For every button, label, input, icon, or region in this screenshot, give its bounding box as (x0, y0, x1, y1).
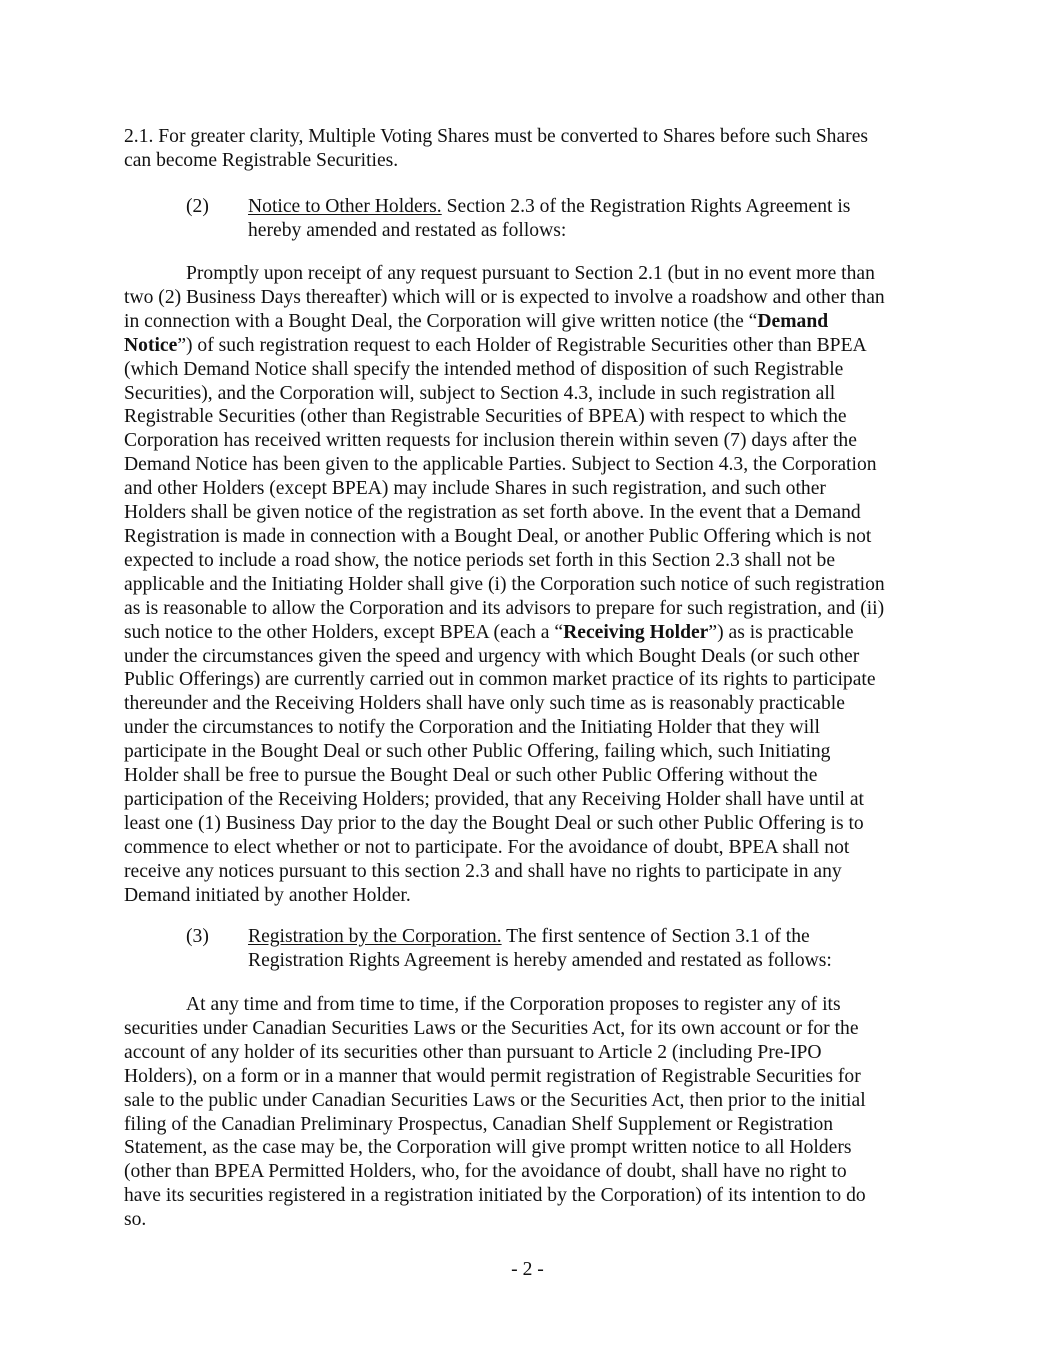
item-body (248, 925, 948, 973)
text-line (124, 334, 944, 358)
text-line: under the circumstances given the speed and urgency with which Bought Deals (or such other (124, 645, 860, 667)
text-line: Registration is made in connection with a Bought Deal, or another Public Offering which is not (124, 525, 872, 547)
text-run: such notice to the other Holders, except BPEA (each a “ (124, 621, 564, 643)
text-line: can become Registrable Securities. (124, 149, 399, 171)
text-line: Registrable Securities (other than Registrable Securities of BPEA) with respect to which the (124, 406, 847, 428)
text-line: as is reasonable to allow the Corporation and its advisors to prepare for such registration, and (ii) (124, 597, 885, 619)
intro-paragraph (124, 125, 944, 173)
item-number: (3) (186, 926, 209, 947)
text-line: Demand initiated by another Holder. (124, 884, 411, 906)
text-run: in connection with a Bought Deal, the Corporation will give written notice (the “ (124, 310, 758, 332)
item-heading: Notice to Other Holders. (248, 196, 442, 217)
text-line: applicable and the Initiating Holder shall give (i) the Corporation such notice of such registration (124, 573, 885, 595)
text-line: filing of the Canadian Preliminary Prospectus, Canadian Shelf Supplement or Registration (124, 1113, 834, 1135)
text-line: expected to include a road show, the notice periods set forth in this Section 2.3 shall not be (124, 549, 836, 571)
demand-notice-paragraph (124, 262, 944, 907)
text-line (248, 925, 948, 949)
text-line: Public Offerings) are currently carried out in common market practice of its rights to participate (124, 669, 876, 691)
text-line: Demand Notice has been given to the applicable Parties. Subject to Section 4.3, the Corporation (124, 454, 877, 476)
text-line: Holders shall be given notice of the registration as set forth above. In the event that a Demand (124, 502, 861, 524)
text-run: ”) of such registration request to each Holder of Registrable Securities other than BPEA (177, 334, 867, 356)
text-line: under the circumstances to notify the Corporation and the Initiating Holder that they will (124, 717, 820, 739)
corporation-registration-paragraph (124, 993, 944, 1232)
text-line: thereunder and the Receiving Holders shall have only such time as is reasonably practicable (124, 693, 845, 715)
text-line: (other than BPEA Permitted Holders, who, for the avoidance of doubt, shall have no right to (124, 1161, 847, 1183)
text-line: Corporation has received written requests for inclusion therein within seven (7) days after the (124, 430, 857, 452)
text-line (124, 310, 944, 334)
text-line: participation of the Receiving Holders; provided, that any Receiving Holder shall have until at (124, 788, 864, 810)
text-run: ”) as is practicable (708, 621, 854, 643)
text-line: hereby amended and restated as follows: (248, 219, 567, 241)
text-run: Section 2.3 of the Registration Rights Agreement is (441, 196, 851, 217)
text-line: (which Demand Notice shall specify the intended method of disposition of such Registrable (124, 358, 844, 380)
text-line: Holders), on a form or in a manner that would permit registration of Registrable Securities for (124, 1065, 861, 1087)
text-line: so. (124, 1209, 147, 1231)
defined-term: Notice (124, 334, 178, 356)
text-line: participate in the Bought Deal or such other Public Offering, failing which, such Initiating (124, 741, 831, 763)
item-heading: Registration by the Corporation. (248, 926, 502, 947)
item-number: (2) (186, 196, 209, 217)
text-line (248, 195, 948, 219)
text-line: Promptly upon receipt of any request pursuant to Section 2.1 (but in no event more than (186, 263, 875, 284)
item-body (248, 195, 948, 243)
text-line: commence to elect whether or not to participate. For the avoidance of doubt, BPEA shall not (124, 836, 850, 858)
text-line: 2.1. For greater clarity, Multiple Voting Shares must be converted to Shares before such Shares (124, 126, 869, 147)
text-line: Holder shall be free to pursue the Bought Deal or such other Public Offering without the (124, 765, 818, 787)
text-line: At any time and from time to time, if the Corporation proposes to register any of its (186, 994, 841, 1015)
text-run: The first sentence of Section 3.1 of the (501, 926, 810, 947)
defined-term: Receiving Holder (563, 621, 709, 643)
text-line: Statement, as the case may be, the Corporation will give prompt written notice to all Holders (124, 1137, 852, 1159)
text-line: securities under Canadian Securities Laws or the Securities Act, for its own account or for the (124, 1017, 859, 1039)
defined-term: Demand (757, 310, 829, 332)
text-line: sale to the public under Canadian Securities Laws or the Securities Act, then prior to the initial (124, 1089, 866, 1111)
text-line: and other Holders (except BPEA) may include Shares in such registration, and such other (124, 478, 826, 500)
text-line: receive any notices pursuant to this section 2.3 and shall have no rights to participate in any (124, 860, 842, 882)
text-line: Securities), and the Corporation will, subject to Section 4.3, include in such registration all (124, 382, 836, 404)
page-number: - 2 - (511, 1259, 544, 1280)
text-line: account of any holder of its securities other than pursuant to Article 2 (including Pre-IPO (124, 1041, 822, 1063)
text-line: Registration Rights Agreement is hereby amended and restated as follows: (248, 949, 832, 971)
text-line: two (2) Business Days thereafter) which will or is expected to involve a roadshow and other than (124, 286, 885, 308)
text-line: least one (1) Business Day prior to the day the Bought Deal or such other Public Offering is to (124, 812, 864, 834)
text-line: have its securities registered in a registration initiated by the Corporation) of its intention to do (124, 1185, 866, 1207)
text-line (124, 621, 944, 645)
